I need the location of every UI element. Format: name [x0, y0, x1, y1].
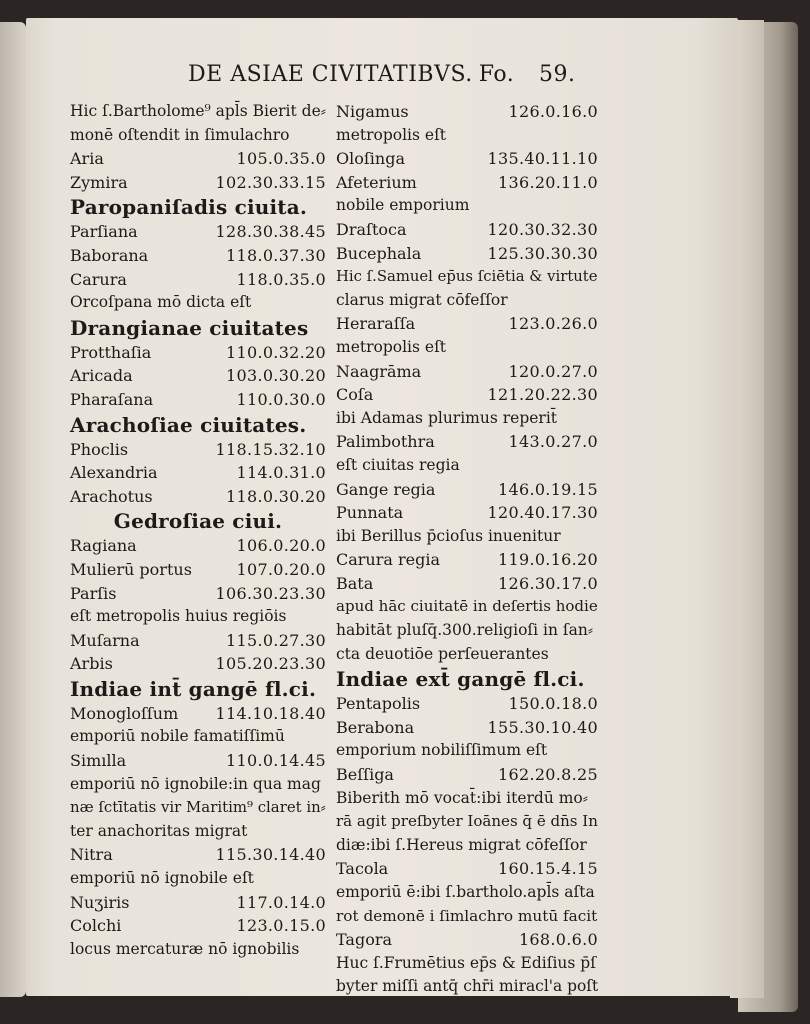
- place-name: Palimbothra: [336, 432, 435, 452]
- section-heading: Arachoſiae ciuitates.: [70, 412, 307, 437]
- running-head: [188, 62, 576, 87]
- place-coordinates: 120.40.17.30: [487, 503, 598, 523]
- place-entry: [70, 843, 326, 867]
- place-entry: [336, 147, 598, 171]
- note-line: emporiū ē:ibi ſ.bartholo.apl̄s aſta: [336, 883, 595, 901]
- place-coordinates: 160.15.4.15: [498, 859, 598, 879]
- place-entry: [70, 914, 326, 938]
- place-entry: [336, 242, 598, 266]
- note-line: locus mercaturæ nō ignobilis: [70, 939, 300, 958]
- place-entry: [336, 478, 598, 502]
- note-line: diæ:ibi ſ.Hereus migrat cōfeſſor: [336, 835, 587, 854]
- note-line: clarus migrat cōfeſſor: [336, 290, 508, 309]
- note-line: emporium nobiliſſimum eſt: [336, 741, 548, 760]
- place-coordinates: 103.0.30.20: [226, 366, 326, 386]
- note-line: emporiū nō ignobile:in qua mag: [70, 774, 321, 793]
- note-line: monē oſtendit in ſimulachro: [70, 125, 290, 144]
- place-coordinates: 114.0.31.0: [236, 463, 326, 483]
- place-name: Oloſinga: [336, 149, 405, 169]
- note-line: metropolis eſt: [336, 337, 447, 356]
- folio-number: 59.: [539, 62, 576, 87]
- note-line: Hic ſ.Samuel ep̄us ſciētia & virtute: [336, 268, 598, 286]
- right-column: [336, 100, 598, 999]
- place-name: Monogloſſum: [70, 703, 179, 723]
- place-name: Colchi: [70, 916, 122, 936]
- place-coordinates: 128.30.38.45: [215, 222, 326, 242]
- note-line: Orcoſpana mō dicta eſt: [70, 293, 252, 312]
- note-line: nobile emporium: [336, 196, 470, 215]
- place-coordinates: 120.0.27.0: [508, 361, 598, 381]
- left-column: [70, 100, 326, 961]
- place-coordinates: 102.30.33.15: [215, 172, 326, 192]
- note-line: ibi Adamas plurimus reperit̄: [336, 408, 558, 427]
- place-name: Carura regia: [336, 550, 441, 570]
- place-name: Phoclis: [70, 439, 129, 459]
- place-coordinates: 118.0.37.30: [226, 245, 326, 265]
- place-coordinates: 123.0.26.0: [508, 314, 598, 334]
- place-entry: [70, 652, 326, 676]
- place-coordinates: 110.0.32.20: [226, 342, 326, 362]
- place-coordinates: 106.30.23.30: [215, 583, 326, 603]
- place-entry: [70, 702, 326, 726]
- place-name: Heraraſſa: [336, 314, 416, 334]
- note-line: Huc ſ.Frumētius ep̄s & Ediſius p̄ſ: [336, 953, 596, 972]
- place-coordinates: 125.30.30.30: [487, 243, 598, 263]
- place-entry: [336, 430, 598, 454]
- place-entry: [70, 485, 326, 509]
- place-coordinates: 117.0.14.0: [236, 892, 326, 912]
- place-name: Alexandria: [70, 463, 158, 483]
- place-name: Nigamus: [336, 102, 409, 121]
- note-line: cta deuotiōe perſeuerantes: [336, 644, 549, 663]
- place-entry: [336, 501, 598, 525]
- note-line: emporiū nobile famatiſſimū: [70, 727, 285, 746]
- note-line: Hic ſ.Bartholome⁹ apl̄s Bierit de⸗: [70, 102, 326, 120]
- place-coordinates: 110.0.30.0: [236, 389, 326, 409]
- place-coordinates: 115.0.27.30: [226, 630, 326, 650]
- place-coordinates: 114.10.18.40: [215, 703, 326, 723]
- place-coordinates: 136.20.11.0: [498, 172, 598, 192]
- place-entry: [70, 749, 326, 773]
- place-coordinates: 121.20.22.30: [487, 385, 598, 405]
- place-name: Protthaſia: [70, 342, 152, 362]
- place-entry: [70, 220, 326, 244]
- note-line: Biberith mō vocat̄:ibi iterdū mo⸗: [336, 788, 588, 807]
- place-entry: [70, 891, 326, 915]
- note-line: byter miſſi antq̄ chr̄i miracl'a poſt: [336, 977, 599, 996]
- place-coordinates: 105.20.23.30: [215, 654, 326, 674]
- place-coordinates: 118.0.35.0: [236, 269, 326, 289]
- place-name: Muſarna: [70, 630, 140, 650]
- place-coordinates: 126.0.16.0: [508, 102, 598, 121]
- place-name: Pentapolis: [336, 694, 421, 714]
- place-name: Bata: [336, 573, 374, 593]
- place-coordinates: 120.30.32.30: [487, 219, 598, 239]
- place-name: Aricada: [70, 366, 133, 386]
- place-entry: [336, 218, 598, 242]
- place-name: Bucephala: [336, 243, 422, 263]
- place-entry: [336, 100, 598, 124]
- section-heading: Indiae int̄ gangē fl.ci.: [70, 676, 317, 701]
- place-entry: [336, 763, 598, 787]
- place-name: Berabona: [336, 717, 415, 737]
- place-entry: [336, 383, 598, 407]
- note-line: eſt metropolis huius regiōis: [70, 607, 287, 626]
- place-name: Draſtoca: [336, 219, 407, 239]
- place-name: Naagrāma: [336, 361, 422, 381]
- place-coordinates: 162.20.8.25: [498, 765, 598, 785]
- place-entry: [70, 364, 326, 388]
- place-name: Arbis: [70, 654, 113, 674]
- note-line: habitāt pluſq̄.300.religioſi in ſan⸗: [336, 621, 594, 640]
- place-coordinates: 118.15.32.10: [215, 439, 326, 459]
- place-entry: [70, 534, 326, 558]
- place-entry: [70, 582, 326, 606]
- place-entry: [70, 461, 326, 485]
- note-line: eſt ciuitas regia: [336, 455, 460, 474]
- place-entry: [336, 928, 598, 952]
- place-entry: [336, 857, 598, 881]
- place-coordinates: 168.0.6.0: [518, 930, 598, 950]
- place-coordinates: 115.30.14.40: [215, 845, 326, 865]
- place-name: Simılla: [70, 751, 127, 771]
- note-line: ter anachoritas migrat: [70, 821, 248, 840]
- place-coordinates: 135.40.11.10: [487, 149, 598, 169]
- section-heading: Gedroſiae ciui.: [113, 509, 283, 534]
- folio-label: Fo.: [478, 62, 515, 87]
- place-entry: [336, 572, 598, 596]
- place-name: Parſiana: [70, 222, 138, 242]
- note-line: rot demonē i ſimlachro mutū facit: [336, 906, 598, 925]
- place-name: Nuʒiris: [70, 892, 130, 912]
- place-entry: [70, 171, 326, 195]
- place-name: Aria: [70, 149, 104, 169]
- section-heading: Indiae ext̄ gangē fl.ci.: [336, 667, 585, 692]
- place-coordinates: 155.30.10.40: [487, 717, 598, 737]
- facing-page-edge: [0, 22, 26, 997]
- place-coordinates: 146.0.19.15: [498, 479, 598, 499]
- place-name: Pharaſana: [70, 389, 154, 409]
- place-name: Zymira: [70, 172, 128, 192]
- place-entry: [70, 147, 326, 171]
- place-entry: [70, 341, 326, 365]
- note-line: emporiū nō ignobile eſt: [70, 869, 254, 888]
- place-name: Parſis: [70, 583, 117, 603]
- place-entry: [70, 558, 326, 582]
- place-coordinates: 123.0.15.0: [236, 916, 326, 936]
- place-name: Baborana: [70, 245, 149, 265]
- place-name: Arachotus: [70, 486, 153, 506]
- place-entry: [70, 438, 326, 462]
- place-entry: [336, 312, 598, 336]
- place-name: Carura: [70, 269, 127, 289]
- note-line: apud hāc ciuitatē in deſertis hodie: [336, 597, 598, 616]
- place-name: Coſa: [336, 385, 374, 405]
- place-entry: [336, 360, 598, 384]
- place-entry: [336, 716, 598, 740]
- running-head-title: DE ASIAE CIVITATIBVS.: [188, 62, 473, 87]
- place-name: Gange regia: [336, 479, 436, 499]
- place-coordinates: 110.0.14.45: [226, 751, 326, 771]
- section-heading: Paropaniſadis ciuita.: [70, 195, 308, 220]
- place-coordinates: 118.0.30.20: [226, 486, 326, 506]
- place-name: Afeterium: [336, 172, 417, 192]
- place-coordinates: 143.0.27.0: [508, 432, 598, 452]
- place-entry: [70, 268, 326, 292]
- note-line: metropolis eſt: [336, 125, 447, 144]
- place-name: Tacola: [336, 859, 389, 879]
- place-entry: [336, 548, 598, 572]
- place-name: Tagora: [336, 930, 393, 950]
- place-entry: [336, 692, 598, 716]
- section-heading: Drangianae ciuitates: [70, 315, 309, 340]
- place-entry: [70, 629, 326, 653]
- place-entry: [70, 388, 326, 412]
- place-name: Beſſiga: [336, 765, 394, 785]
- place-coordinates: 106.0.20.0: [236, 536, 326, 556]
- place-entry: [336, 171, 598, 195]
- place-name: Nitra: [70, 845, 113, 865]
- place-entry: [70, 244, 326, 268]
- place-coordinates: 107.0.20.0: [236, 559, 326, 579]
- note-line: ibi Berillus p̄cioſus inuenitur: [336, 526, 561, 545]
- place-name: Mulierū portus: [70, 559, 192, 579]
- place-name: Ragiana: [70, 536, 137, 556]
- place-coordinates: 119.0.16.20: [498, 550, 598, 570]
- place-coordinates: 150.0.18.0: [508, 694, 598, 714]
- place-coordinates: 105.0.35.0: [236, 149, 326, 169]
- place-coordinates: 126.30.17.0: [498, 573, 598, 593]
- place-name: Punnata: [336, 503, 404, 523]
- note-line: rā agit preſbyter Ioānes q̄ ē dn̄s In: [336, 812, 598, 831]
- note-line: næ ſctītatis vir Maritim⁹ claret in⸗: [70, 798, 326, 817]
